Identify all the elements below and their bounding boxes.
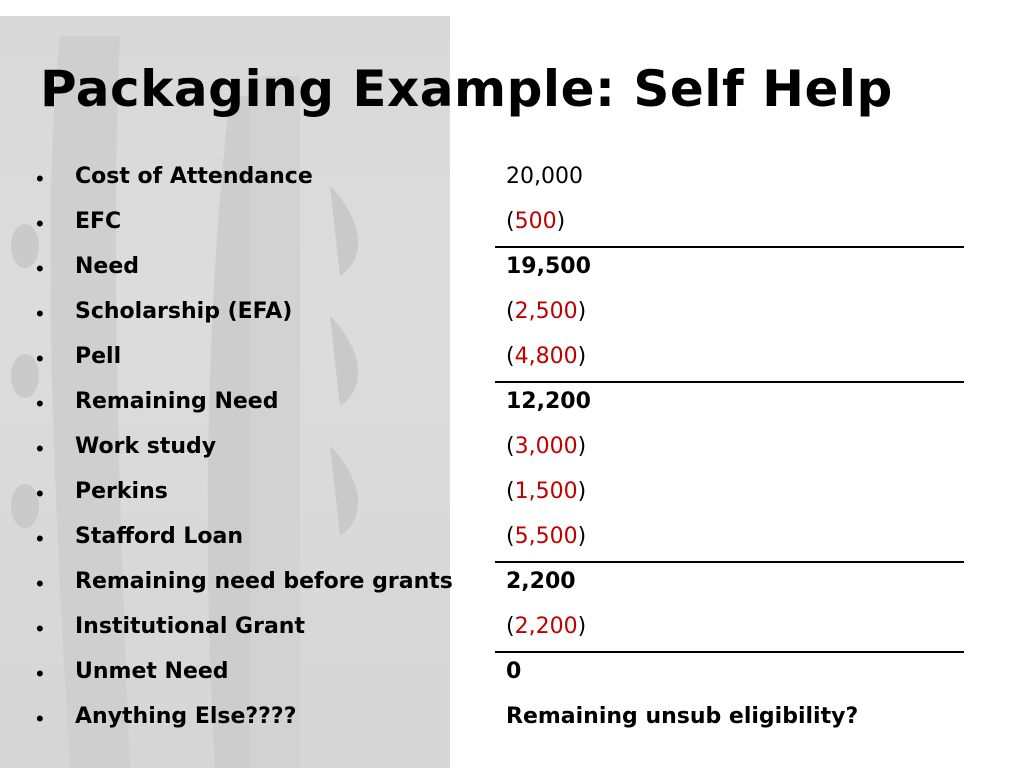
bullet-icon: • — [36, 256, 44, 281]
deduction-amount: 2,200 — [514, 614, 578, 639]
item-value: (4,800) — [506, 344, 587, 369]
bullet-icon: • — [36, 436, 44, 461]
bullet-icon: • — [36, 571, 44, 596]
item-value: (2,200) — [506, 614, 587, 639]
list-item — [0, 291, 1024, 336]
deduction-amount: 1,500 — [514, 479, 578, 504]
item-label: Remaining need before grants — [75, 569, 453, 594]
deduction-amount: 4,800 — [514, 344, 578, 369]
item-label: Anything Else???? — [75, 704, 297, 729]
list-item — [0, 696, 1024, 741]
item-value: (5,500) — [506, 524, 587, 549]
list-item — [0, 201, 1024, 246]
list-item — [0, 246, 1024, 291]
item-value: (1,500) — [506, 479, 587, 504]
item-label: Unmet Need — [75, 659, 229, 684]
bullet-icon: • — [36, 481, 44, 506]
item-label: Perkins — [75, 479, 168, 504]
bullet-icon: • — [36, 346, 44, 371]
bullet-icon: • — [36, 616, 44, 641]
list-item — [0, 471, 1024, 516]
list-item — [0, 156, 1024, 201]
bullet-icon: • — [36, 301, 44, 326]
bullet-icon: • — [36, 391, 44, 416]
subtotal-rule — [495, 561, 964, 563]
bullet-icon: • — [36, 526, 44, 551]
bullet-icon: • — [36, 706, 44, 731]
deduction-amount: 3,000 — [514, 434, 578, 459]
subtotal-rule — [495, 651, 964, 653]
bullet-icon: • — [36, 661, 44, 686]
item-label: Pell — [75, 344, 122, 369]
item-label: Work study — [75, 434, 217, 459]
item-value: 12,200 — [506, 389, 591, 414]
item-label: Remaining Need — [75, 389, 279, 414]
packaging-list — [0, 156, 1024, 741]
item-value: (3,000) — [506, 434, 587, 459]
item-value: 19,500 — [506, 254, 591, 279]
bullet-icon: • — [36, 166, 44, 191]
list-item — [0, 561, 1024, 606]
bullet-icon: • — [36, 211, 44, 236]
subtotal-rule — [495, 246, 964, 248]
item-value: 0 — [506, 659, 522, 684]
deduction-amount: 2,500 — [514, 299, 578, 324]
item-label: Stafford Loan — [75, 524, 244, 549]
item-label: Scholarship (EFA) — [75, 299, 293, 324]
deduction-amount: 500 — [514, 209, 557, 234]
item-value: (2,500) — [506, 299, 587, 324]
list-item — [0, 651, 1024, 696]
list-item — [0, 336, 1024, 381]
list-item — [0, 606, 1024, 651]
item-value: 20,000 — [506, 164, 583, 189]
deduction-amount: 5,500 — [514, 524, 578, 549]
list-item — [0, 426, 1024, 471]
item-label: Need — [75, 254, 140, 279]
item-value: (500) — [506, 209, 566, 234]
item-label: Cost of Attendance — [75, 164, 313, 189]
item-value: Remaining unsub eligibility? — [506, 704, 859, 729]
item-label: EFC — [75, 209, 122, 234]
list-item — [0, 516, 1024, 561]
slide-title: Packaging Example: Self Help — [40, 60, 893, 118]
subtotal-rule — [495, 381, 964, 383]
item-value: 2,200 — [506, 569, 576, 594]
list-item — [0, 381, 1024, 426]
item-label: Institutional Grant — [75, 614, 305, 639]
